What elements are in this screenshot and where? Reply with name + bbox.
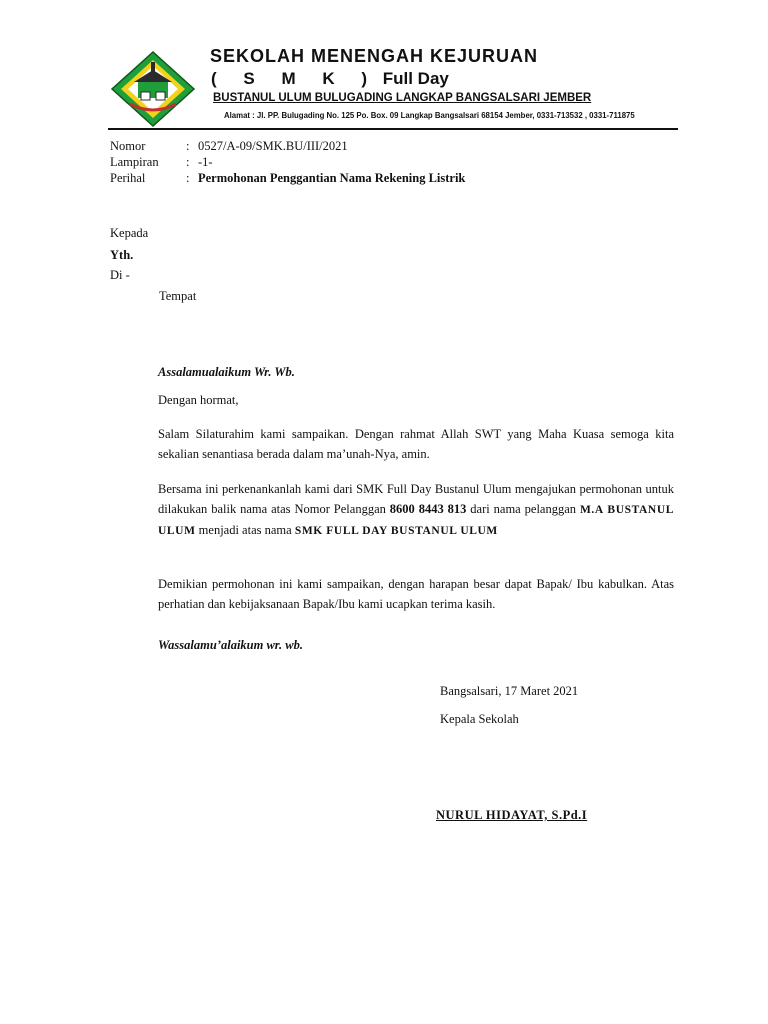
letter-meta	[110, 138, 465, 186]
smk-label: ( S M K )	[211, 69, 378, 88]
school-type-title: SEKOLAH MENENGAH KEJURUAN	[210, 46, 539, 66]
closing-greeting: Wassalamu’alaikum wr. wb.	[158, 638, 303, 652]
old-account-name: M.A BUSTANUL ULUM	[158, 504, 674, 537]
nomor-label: Nomor	[110, 139, 146, 153]
school-name: BUSTANUL ULUM BULUGADING LANGKAP BANGSALSARI JEMBER	[213, 92, 592, 104]
customer-number: 8600 8443 813	[389, 502, 467, 516]
meta-colon: :	[186, 171, 190, 185]
meta-colon: :	[186, 139, 190, 153]
signer-position: Kepala Sekolah	[440, 712, 519, 726]
request-text-2: dari nama pelanggan	[466, 502, 580, 516]
opening-greeting: Assalamualaikum Wr. Wb.	[158, 365, 295, 379]
salutation: Dengan hormat,	[158, 393, 239, 407]
request-text-1: Bersama ini perkenankanlah kami dari SMK Full Day Bustanul Ulum mengajukan permohonan untuk dilakukan balik nama atas Nomor Pelanggan	[158, 482, 674, 516]
letterhead-divider	[108, 128, 678, 130]
lampiran-label: Lampiran	[110, 155, 159, 169]
meta-row-perihal	[110, 170, 465, 186]
tempat-label: Tempat	[159, 289, 197, 303]
perihal-label: Perihal	[110, 171, 146, 185]
school-subtitle	[211, 69, 449, 89]
paragraph-closing: Demikian permohonan ini kami sampaikan, dengan harapan besar dapat Bapak/ Ibu kabulkan. Atas perhatian dan kebijaksanaan Bapak/Ibu kami ucapkan terima kasih.	[158, 577, 674, 611]
new-account-name: SMK FULL DAY BUSTANUL ULUM	[294, 525, 498, 537]
school-logo	[110, 50, 196, 128]
paragraph-request	[158, 479, 674, 541]
school-address: Alamat : Jl. PP. Bulugading No. 125 Po. Box. 09 Langkap Bangsalsari 68154 Jember, 0331-713532 , 0331-711875	[224, 111, 635, 120]
di-label: Di -	[110, 268, 130, 282]
signer-name: NURUL HIDAYAT, S.Pd.I	[436, 808, 588, 822]
request-text-3: menjadi atas nama	[195, 523, 295, 537]
full-day-label: Full Day	[382, 69, 449, 88]
perihal-value: Permohonan Penggantian Nama Rekening Listrik	[198, 171, 466, 185]
kepada-label: Kepada	[110, 226, 149, 240]
meta-colon: :	[186, 155, 190, 169]
place-date: Bangsalsari, 17 Maret 2021	[440, 684, 579, 698]
yth-label: Yth.	[110, 248, 134, 262]
lampiran-value: -1-	[198, 155, 213, 169]
meta-row-lampiran	[110, 154, 465, 170]
paragraph-intro: Salam Silaturahim kami sampaikan. Dengan rahmat Allah SWT yang Maha Kuasa semoga kita sekalian senantiasa berada dalam ma’unah-Nya, amin.	[158, 427, 674, 461]
nomor-value: 0527/A-09/SMK.BU/III/2021	[198, 139, 348, 153]
meta-row-nomor	[110, 138, 465, 154]
school-emblem-icon	[110, 50, 196, 128]
